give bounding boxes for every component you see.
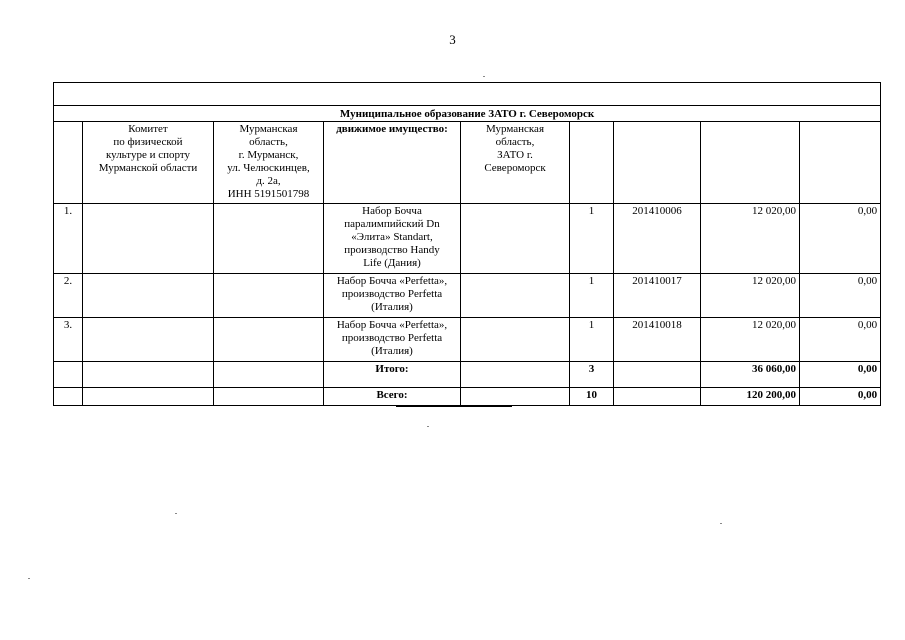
property-type: движимое имущество: xyxy=(324,122,461,204)
item-quantity: 1 xyxy=(570,274,614,318)
property-location: Мурманская область, ЗАТО г. Североморск xyxy=(461,122,570,204)
table-top-blank-row xyxy=(54,83,881,106)
item-quantity: 1 xyxy=(570,204,614,274)
subtotal-residual: 0,00 xyxy=(800,362,881,388)
item-name: Набор Бочча паралимпийский Dn «Элита» Standart, производство Handy Life (Дания) xyxy=(324,204,461,274)
item-quantity: 1 xyxy=(570,318,614,362)
item-inventory-number: 201410017 xyxy=(614,274,701,318)
header-row xyxy=(54,122,881,204)
header-num-cell xyxy=(54,122,83,204)
scan-speck xyxy=(427,426,429,427)
page-number: 3 xyxy=(449,32,456,47)
scan-speck xyxy=(483,76,485,77)
header-inv-cell xyxy=(614,122,701,204)
subtotal-quantity: 3 xyxy=(570,362,614,388)
subtotal-cost: 36 060,00 xyxy=(701,362,800,388)
row-number: 2. xyxy=(54,274,83,318)
total-row xyxy=(54,388,881,406)
item-residual: 0,00 xyxy=(800,274,881,318)
scan-speck xyxy=(28,578,30,579)
subtotal-label: Итого: xyxy=(324,362,461,388)
total-cost: 120 200,00 xyxy=(701,388,800,406)
end-separator-line xyxy=(396,406,512,407)
holder-address: Мурманская область, г. Мурманск, ул. Челюскинцев, д. 2а, ИНН 5191501798 xyxy=(214,122,324,204)
scan-speck xyxy=(175,513,177,514)
scan-speck xyxy=(720,523,722,524)
total-residual: 0,00 xyxy=(800,388,881,406)
item-name: Набор Бочча «Perfetta», производство Perfetta (Италия) xyxy=(324,318,461,362)
total-quantity: 10 xyxy=(570,388,614,406)
item-cost: 12 020,00 xyxy=(701,318,800,362)
row-number: 3. xyxy=(54,318,83,362)
item-cost: 12 020,00 xyxy=(701,204,800,274)
header-qty-cell xyxy=(570,122,614,204)
table-row xyxy=(54,204,881,274)
item-residual: 0,00 xyxy=(800,204,881,274)
table-row xyxy=(54,318,881,362)
header-cost-cell xyxy=(701,122,800,204)
subtotal-row xyxy=(54,362,881,388)
total-label: Всего: xyxy=(324,388,461,406)
item-inventory-number: 201410018 xyxy=(614,318,701,362)
item-name: Набор Бочча «Perfetta», производство Perfetta (Италия) xyxy=(324,274,461,318)
item-cost: 12 020,00 xyxy=(701,274,800,318)
header-residual-cell xyxy=(800,122,881,204)
holder-name: Комитет по физической культуре и спорту Мурманской области xyxy=(83,122,214,204)
item-inventory-number: 201410006 xyxy=(614,204,701,274)
item-residual: 0,00 xyxy=(800,318,881,362)
region-title: Муниципальное образование ЗАТО г. Североморск xyxy=(54,106,881,122)
region-title-row xyxy=(54,106,881,122)
row-number: 1. xyxy=(54,204,83,274)
property-table xyxy=(53,82,881,406)
table-row xyxy=(54,274,881,318)
